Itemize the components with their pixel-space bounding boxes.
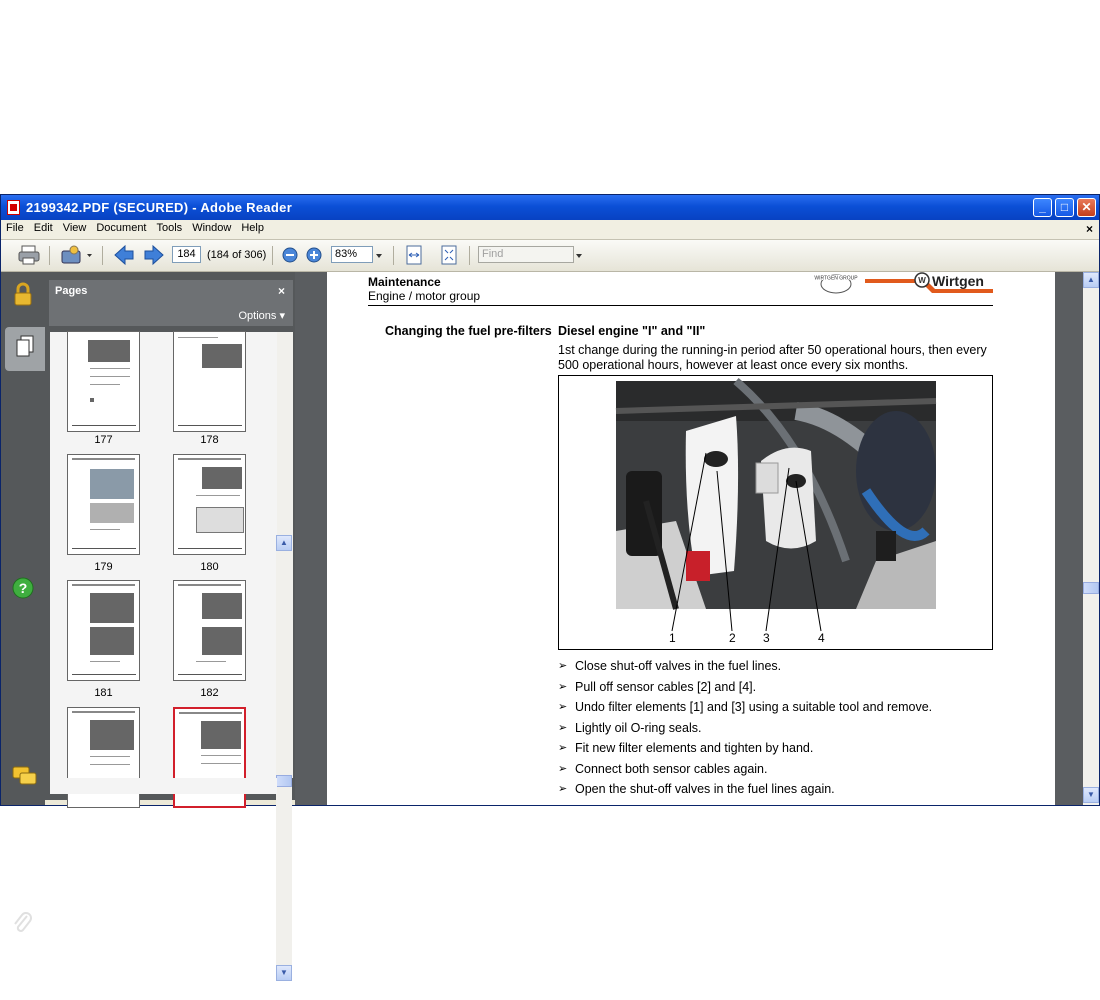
callout-1: 1 (669, 631, 676, 645)
pages-icon (13, 335, 37, 363)
fit-width-icon[interactable] (404, 245, 424, 265)
menu-help[interactable]: Help (241, 222, 264, 234)
step-item: ➢ Lightly oil O-ring seals. (558, 720, 702, 735)
scrollbar-thumb[interactable] (276, 775, 292, 787)
subsection-title: Engine / motor group (368, 289, 481, 303)
step-arrow-icon: ➢ (558, 701, 568, 713)
thumbnail-scrollbar[interactable] (276, 535, 292, 981)
page-thumbnail-179[interactable] (67, 454, 140, 555)
find-dropdown-icon[interactable] (575, 245, 583, 265)
step-arrow-icon: ➢ (558, 742, 568, 754)
maximize-button[interactable]: □ (1055, 198, 1074, 217)
step-item: ➢ Undo filter elements [1] and [3] using a suitable tool and remove. (558, 700, 933, 714)
instruction-steps (558, 659, 932, 803)
help-icon[interactable] (9, 574, 37, 602)
menu-file[interactable]: File (6, 222, 24, 234)
step-item: ➢ Close shut-off valves in the fuel lines. (558, 659, 782, 673)
full-screen-icon[interactable] (439, 245, 459, 265)
zoom-out-icon[interactable] (281, 245, 299, 265)
menu-document[interactable]: Document (96, 222, 147, 234)
wirtgen-logo (865, 272, 993, 298)
callout-4: 4 (818, 631, 825, 645)
page-thumbnail-178[interactable] (173, 331, 246, 432)
thumbnail-label: 180 (200, 561, 219, 573)
scroll-down-button[interactable]: ▼ (276, 965, 292, 981)
zoom-in-icon[interactable] (305, 245, 323, 265)
step-item: ➢ Open the shut-off valves in the fuel lines again. (558, 782, 835, 796)
adobe-reader-window (0, 194, 1100, 977)
title-bar[interactable] (1, 195, 1099, 220)
svg-text:W: W (918, 276, 926, 285)
security-lock-icon[interactable] (9, 280, 37, 308)
navigation-pane (1, 272, 45, 805)
close-panel-button[interactable]: × (277, 284, 285, 298)
callout-3: 3 (763, 631, 770, 645)
pages-panel (45, 272, 295, 977)
thumbnail-list (50, 332, 277, 778)
page-thumbnail-180[interactable] (173, 454, 246, 555)
thumbnail-horizontal-scrollbar[interactable] (50, 778, 277, 794)
page-count: (184 of 306) (207, 249, 267, 261)
page-thumbnail-181[interactable] (67, 580, 140, 681)
step-arrow-icon: ➢ (558, 680, 568, 693)
menu-window[interactable]: Window (192, 222, 232, 234)
menu-tools[interactable]: Tools (156, 222, 183, 234)
doc-scroll-down-button[interactable]: ▼ (1083, 787, 1099, 803)
side-heading: Changing the fuel pre-filters (385, 324, 552, 338)
find-input[interactable]: Find (478, 246, 574, 263)
scroll-up-button[interactable]: ▲ (276, 535, 292, 551)
step-item: ➢ Pull off sensor cables [2] and [4]. (558, 679, 757, 694)
step-arrow-icon: ➢ (558, 721, 568, 734)
document-scrollbar[interactable] (1083, 272, 1099, 805)
thumbnail-label: 179 (94, 561, 113, 573)
thumbnail-label: 182 (200, 687, 219, 699)
doc-scrollbar-thumb[interactable] (1083, 582, 1099, 594)
section-title: Maintenance (368, 275, 441, 289)
attachments-icon[interactable] (9, 910, 37, 938)
minimize-button[interactable]: _ (1033, 198, 1052, 217)
header-rule (368, 305, 993, 306)
print-icon[interactable] (17, 245, 41, 265)
doc-scroll-up-button[interactable]: ▲ (1083, 272, 1099, 288)
section-heading: Diesel engine "I" and "II" (558, 324, 706, 338)
step-arrow-icon: ➢ (558, 783, 568, 795)
toolbar (1, 240, 1099, 272)
options-menu[interactable]: Options ▾ (238, 310, 285, 322)
svg-text:Wirtgen: Wirtgen (932, 273, 984, 289)
page-thumbnail-182[interactable] (173, 580, 246, 681)
pages-tab[interactable] (5, 327, 45, 371)
menu-bar (1, 220, 1099, 240)
step-arrow-icon: ➢ (558, 660, 568, 672)
step-item: ➢ Fit new filter elements and tighten by hand. (558, 741, 814, 755)
page-number-input[interactable]: 184 (172, 246, 201, 263)
window-title: 2199342.PDF (SECURED) - Adobe Reader (26, 200, 293, 215)
zoom-level-select[interactable]: 83% (331, 246, 373, 263)
close-button[interactable]: ✕ (1077, 198, 1096, 217)
callout-lines (559, 376, 994, 651)
share-tools-icon[interactable] (59, 245, 95, 265)
svg-text:WIRTGEN GROUP: WIRTGEN GROUP (814, 275, 858, 282)
close-document-button[interactable]: × (1085, 222, 1093, 236)
next-page-icon[interactable] (143, 245, 165, 265)
comments-icon[interactable] (12, 765, 38, 787)
previous-page-icon[interactable] (113, 245, 135, 265)
pages-panel-header (49, 280, 293, 326)
document-view (295, 272, 1083, 805)
menu-view[interactable]: View (62, 222, 87, 234)
step-item: ➢ Connect both sensor cables again. (558, 761, 768, 776)
thumbnail-label: 181 (94, 687, 113, 699)
page-thumbnail-177[interactable] (67, 331, 140, 432)
pdf-page (327, 272, 1055, 805)
wirtgen-group-logo (814, 272, 858, 294)
thumbnail-label: 178 (200, 434, 219, 446)
svg-text:?: ? (18, 580, 28, 596)
pages-panel-title: Pages (55, 285, 88, 297)
intro-paragraph: 1st change during the running-in period after 50 operational hours, then every 500 operational hours, however at least once every six months. (558, 343, 987, 372)
step-arrow-icon: ➢ (558, 762, 568, 775)
menu-edit[interactable]: Edit (33, 222, 53, 234)
figure (558, 375, 993, 650)
zoom-dropdown-icon[interactable] (375, 245, 383, 265)
callout-2: 2 (729, 631, 736, 645)
pdf-file-icon (7, 200, 20, 215)
thumbnail-label: 177 (94, 434, 113, 446)
